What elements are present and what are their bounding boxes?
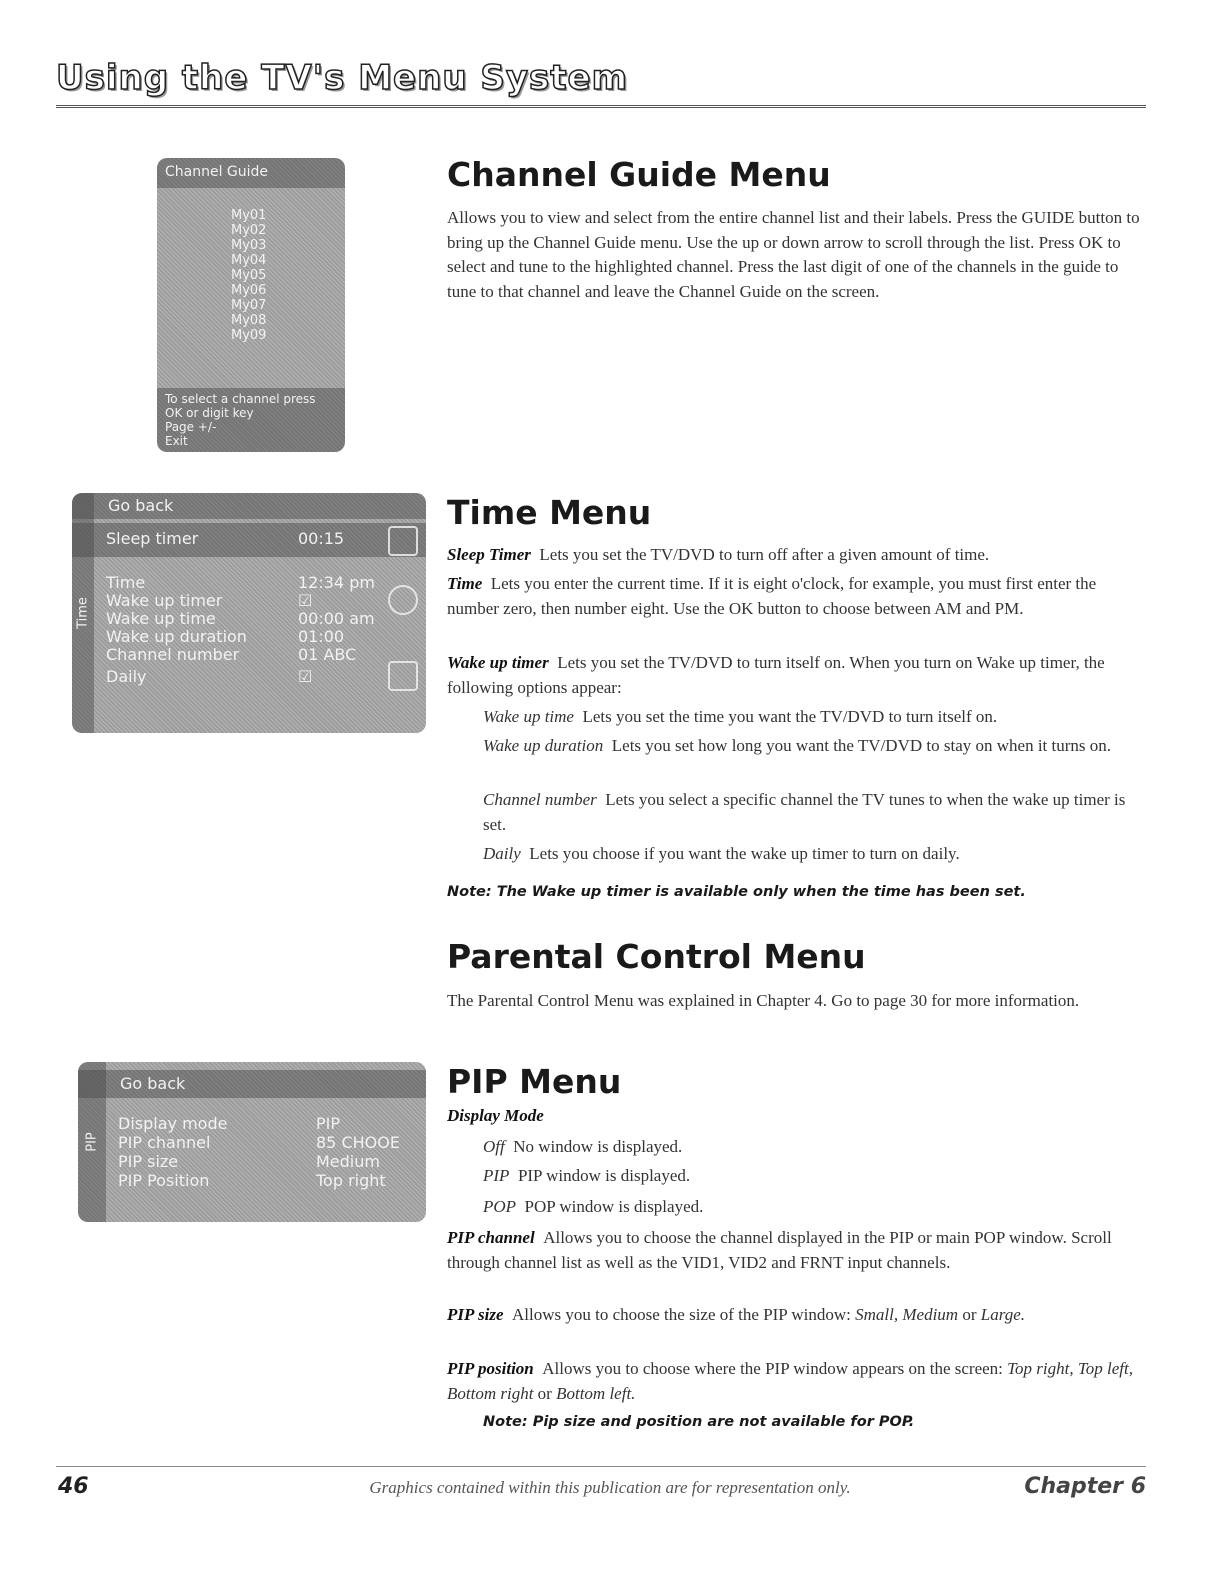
pip-menu-item-value: PIP xyxy=(316,1114,341,1133)
pip-position-options: Top right, Top left, Bottom right xyxy=(447,1359,1133,1403)
wake-duration-text: Lets you set how long you want the TV/DVD to stay on when it turns on. xyxy=(611,736,1112,755)
wake-timer-note: Note: The Wake up timer is available only when the time has been set. xyxy=(447,884,1026,900)
time-menu-item-label[interactable]: Wake up timer xyxy=(106,591,223,610)
channel-guide-item[interactable]: My07 xyxy=(231,298,267,313)
off-label: Off xyxy=(483,1137,505,1156)
parental-body: The Parental Control Menu was explained in Chapter 4. Go to page 30 for more information. xyxy=(447,991,1080,1010)
time-menu-screen xyxy=(72,493,426,733)
channel-number-text: Lets you select a specific channel the TV tunes to when the wake up timer is set. xyxy=(483,790,1126,834)
pip-position-paragraph xyxy=(447,1357,1147,1406)
sleep-timer-paragraph xyxy=(447,543,1147,568)
off-text: No window is displayed. xyxy=(513,1137,683,1156)
help-line: Exit xyxy=(165,434,188,448)
time-menu-item-value: 00:00 am xyxy=(298,609,375,628)
time-menu-item-label[interactable]: Wake up time xyxy=(106,609,216,628)
pip-size-paragraph xyxy=(447,1303,1147,1328)
pip-channel-paragraph xyxy=(447,1226,1147,1275)
time-menu-item-value: 01 ABC xyxy=(298,645,357,664)
pip-menu-item-value: Top right xyxy=(316,1171,386,1190)
pip-paragraph xyxy=(483,1164,1148,1189)
wake-timer-paragraph xyxy=(447,651,1147,700)
time-menu-item-value: ☑ xyxy=(298,667,313,686)
display-mode-paragraph xyxy=(447,1104,1147,1129)
time-menu-item-value: ☑ xyxy=(298,591,313,610)
pip-size-large: Large. xyxy=(980,1305,1025,1324)
go-back-item[interactable]: Go back xyxy=(108,496,174,515)
daily-label: Daily xyxy=(483,844,521,863)
channel-guide-item[interactable]: My01 xyxy=(231,208,267,223)
channel-guide-body: Allows you to view and select from the entire channel list and their labels. Press the GUIDE button to bring up the Channel Guide menu. Use the up or down arrow to scroll through the list. Press OK to select and tune to the highlighted channel. Press the last digit of one of the channels in the guide to tune to that channel and leave the Channel Guide on the screen. xyxy=(447,208,1140,301)
time-text: Lets you enter the current time. If it is eight o'clock, for example, you must first enter the number zero, then number eight. Use the OK button to choose between AM and PM. xyxy=(447,574,1097,618)
lock-icon xyxy=(388,661,418,691)
sleep-timer-label: Sleep Timer xyxy=(447,545,531,564)
pip-menu-item-label[interactable]: PIP channel xyxy=(118,1133,211,1152)
pip-size-text: Allows you to choose the size of the PIP window: xyxy=(512,1305,851,1324)
pop-label: POP xyxy=(483,1197,517,1216)
channel-number-paragraph xyxy=(483,788,1148,837)
pip-note: Note: Pip size and position are not available for POP. xyxy=(483,1414,915,1430)
time-menu-item-label[interactable]: Daily xyxy=(106,667,147,686)
sleep-timer-text: Lets you set the TV/DVD to turn off after a given amount of time. xyxy=(539,545,990,564)
parental-heading: Parental Control Menu xyxy=(447,937,866,976)
pip-size-options: Small, Medium xyxy=(855,1305,959,1324)
pip-position-text: Allows you to choose where the PIP window appears on the screen: xyxy=(542,1359,1003,1378)
help-line: Page +/- xyxy=(165,420,217,434)
page-header xyxy=(56,56,1146,112)
header-rule xyxy=(56,105,1146,108)
time-menu-item-label[interactable]: Sleep timer xyxy=(106,529,199,548)
channel-number-label: Channel number xyxy=(483,790,597,809)
channel-guide-item[interactable]: My02 xyxy=(231,223,267,238)
wake-time-label: Wake up time xyxy=(483,707,574,726)
channel-guide-item[interactable]: My06 xyxy=(231,283,267,298)
footer-disclaimer: Graphics contained within this publication are for representation only. xyxy=(369,1478,851,1497)
channel-guide-item[interactable]: My09 xyxy=(231,328,267,343)
help-line: OK or digit key xyxy=(165,406,254,420)
time-menu-item-value: 12:34 pm xyxy=(298,573,375,592)
go-back-item[interactable]: Go back xyxy=(120,1074,186,1093)
chapter-label: Chapter 6 xyxy=(1024,1474,1146,1499)
channel-guide-screen xyxy=(157,158,345,452)
footer-rule xyxy=(56,1466,1146,1467)
time-menu-heading: Time Menu xyxy=(447,493,652,532)
daily-text: Lets you choose if you want the wake up timer to turn on daily. xyxy=(529,844,960,863)
time-menu-item-label[interactable]: Channel number xyxy=(106,645,240,664)
daily-paragraph xyxy=(483,842,1148,867)
channel-guide-item[interactable]: My05 xyxy=(231,268,267,283)
pip-size-label: PIP size xyxy=(447,1305,504,1324)
pip-position-last: Bottom left. xyxy=(556,1383,636,1403)
pop-text: POP window is displayed. xyxy=(524,1197,704,1216)
pip-menu-item-value: Medium xyxy=(316,1152,380,1171)
time-menu-item-label[interactable]: Wake up duration xyxy=(106,627,247,646)
pip-size-or: or xyxy=(962,1305,977,1324)
time-tab: Time xyxy=(72,493,94,733)
pip-position-label: PIP position xyxy=(447,1359,534,1378)
channel-guide-heading: Channel Guide Menu xyxy=(447,155,831,194)
hourglass-icon xyxy=(388,526,418,556)
pip-channel-text: Allows you to choose the channel displayed in the PIP or main POP window. Scroll through channel list as well as the VID1, VID2 and FRNT input channels. xyxy=(447,1228,1112,1272)
pip-channel-label: PIP channel xyxy=(447,1228,535,1247)
help-line: To select a channel press xyxy=(165,392,316,406)
channel-guide-item[interactable]: My03 xyxy=(231,238,267,253)
screen-title: Channel Guide xyxy=(165,164,269,180)
pop-paragraph xyxy=(483,1195,1148,1220)
time-menu-item-value: 00:15 xyxy=(298,529,345,548)
wake-timer-label: Wake up timer xyxy=(447,653,549,672)
pip-menu-screen xyxy=(78,1062,426,1222)
wake-duration-paragraph xyxy=(483,734,1148,759)
pip-text: PIP window is displayed. xyxy=(517,1166,691,1185)
pip-menu-item-label[interactable]: Display mode xyxy=(118,1114,228,1133)
page-number: 46 xyxy=(58,1474,89,1499)
page-title: Using the TV's Menu System xyxy=(56,58,628,98)
off-paragraph xyxy=(483,1135,1148,1160)
channel-guide-item[interactable]: My04 xyxy=(231,253,267,268)
time-menu-item-value: 01:00 xyxy=(298,627,345,646)
wake-time-paragraph xyxy=(483,705,1148,730)
pip-menu-item-label[interactable]: PIP Position xyxy=(118,1171,210,1190)
wake-time-text: Lets you set the time you want the TV/DVD to turn itself on. xyxy=(582,707,998,726)
pip-menu-item-label[interactable]: PIP size xyxy=(118,1152,179,1171)
clock-icon xyxy=(388,585,418,615)
display-mode-label: Display Mode xyxy=(447,1106,544,1125)
wake-timer-text: Lets you set the TV/DVD to turn itself on. When you turn on Wake up timer, the following options appear: xyxy=(447,653,1105,697)
pip-menu-heading: PIP Menu xyxy=(447,1062,622,1101)
pip-position-or: or xyxy=(537,1383,552,1403)
wake-duration-label: Wake up duration xyxy=(483,736,604,755)
pip-label: PIP xyxy=(483,1166,510,1185)
pip-tab: PIP xyxy=(78,1062,106,1222)
time-label: Time xyxy=(447,574,483,593)
time-menu-item-label[interactable]: Time xyxy=(106,573,146,592)
channel-guide-item[interactable]: My08 xyxy=(231,313,267,328)
pip-menu-item-value: 85 CHOOE xyxy=(316,1133,400,1152)
time-paragraph xyxy=(447,572,1147,621)
